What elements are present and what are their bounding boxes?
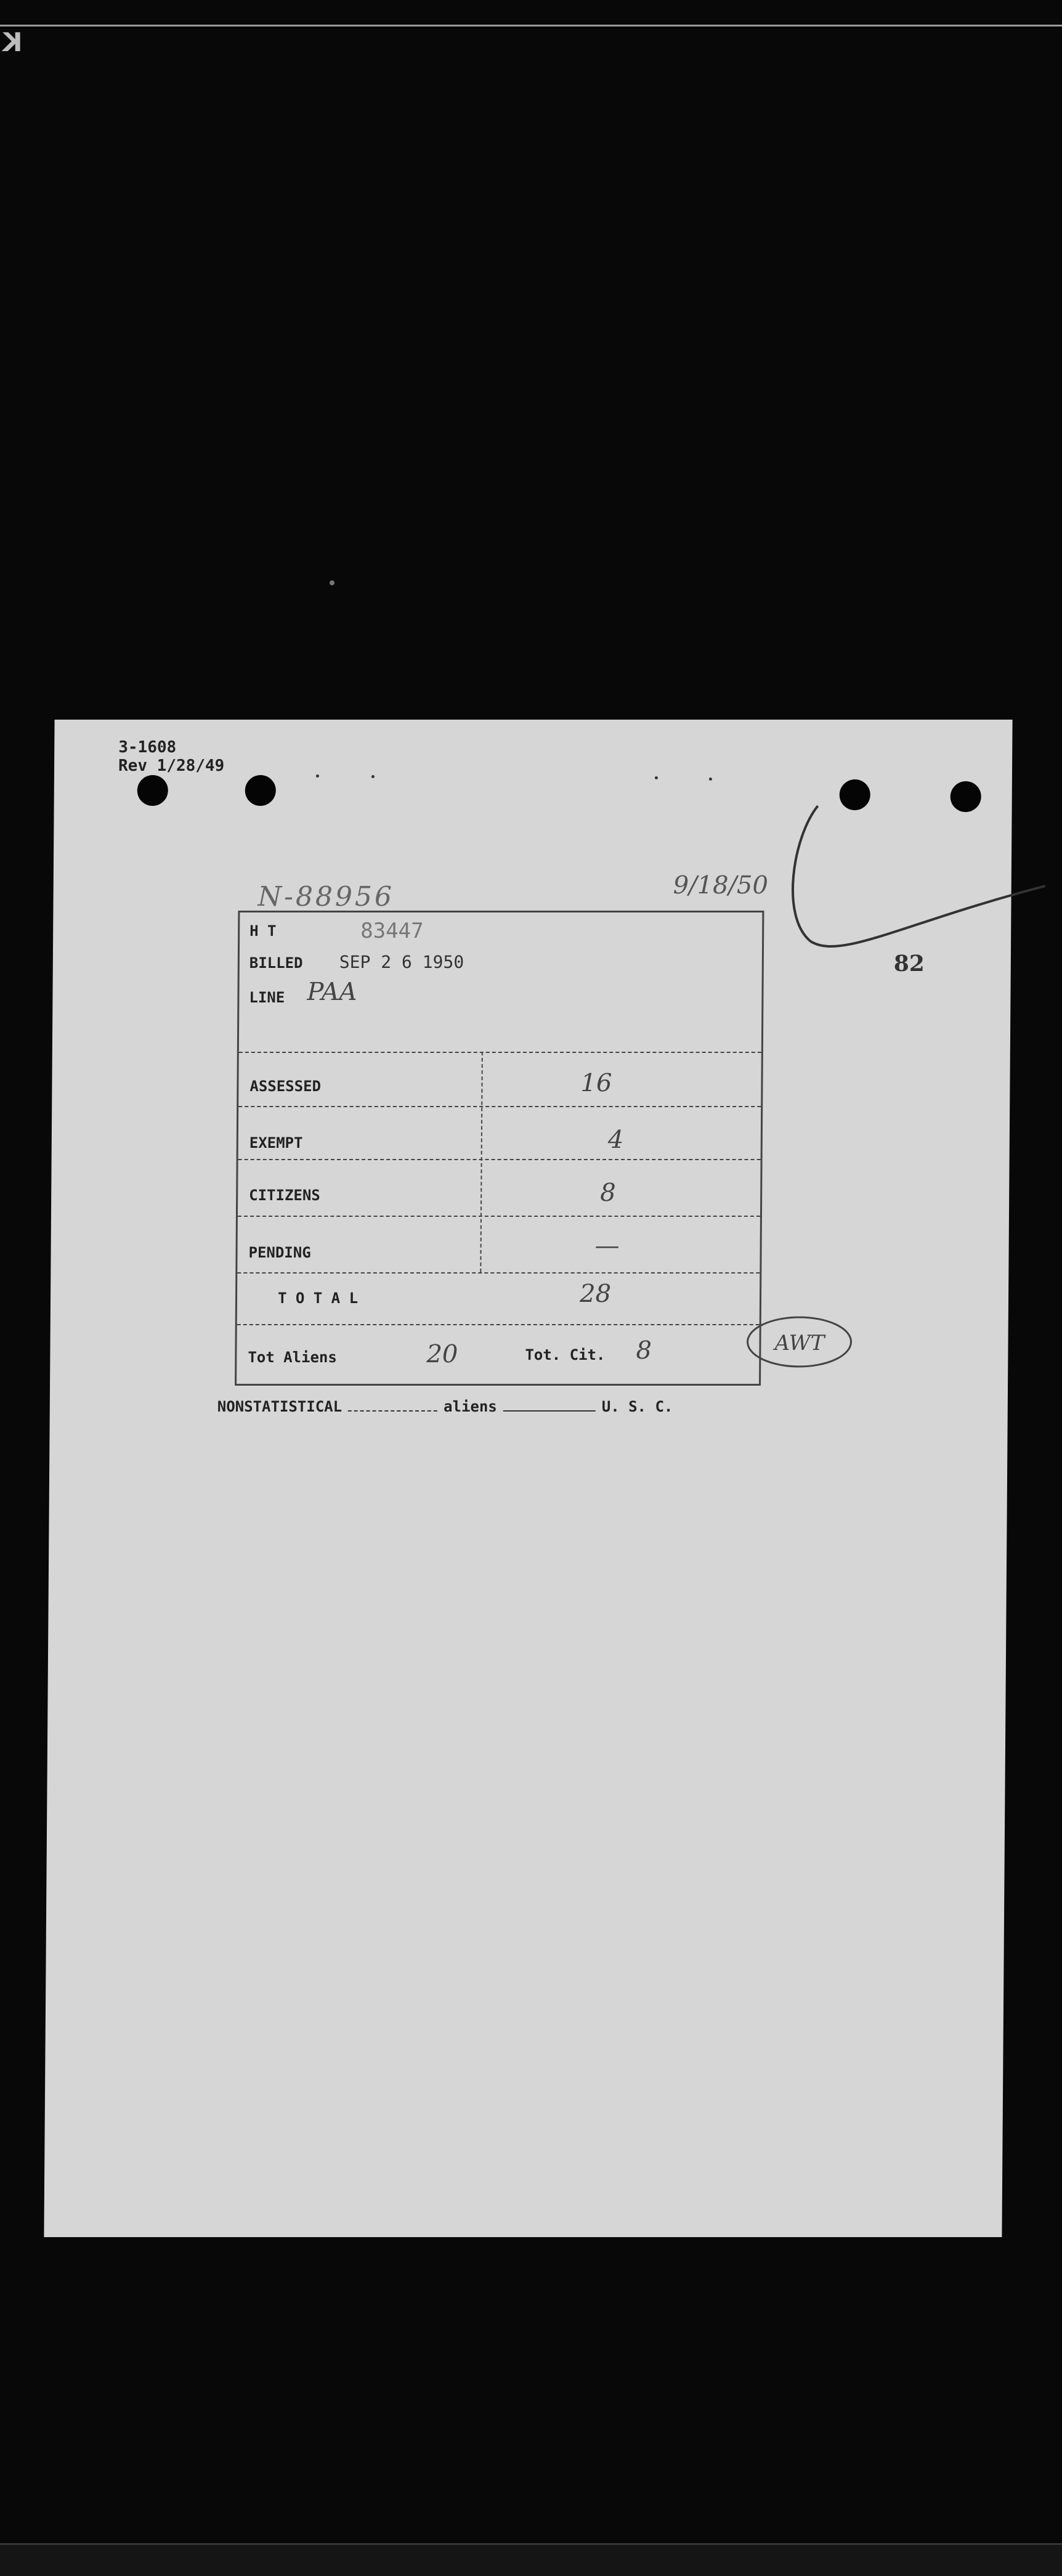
tot-cit-label: Tot. Cit. [525, 1346, 606, 1363]
nonstatistical-blank [348, 1410, 437, 1412]
aliens-label: aliens [444, 1398, 497, 1415]
exempt-label: EXEMPT [249, 1134, 303, 1152]
page-number: 82 [893, 951, 925, 977]
exempt-value: 4 [607, 1126, 624, 1154]
citizens-value: 8 [600, 1179, 616, 1207]
pending-label: PENDING [248, 1244, 311, 1261]
column-divider [480, 1052, 482, 1272]
divider [237, 1272, 760, 1274]
divider [238, 1159, 761, 1160]
tally-box [235, 911, 764, 1386]
film-edge-mark: K [2, 27, 23, 57]
tot-cit-value: 8 [636, 1336, 652, 1365]
film-bottom-band [0, 2545, 1062, 2576]
punch-hole [137, 775, 168, 806]
ht-label: H T [249, 922, 277, 940]
tot-aliens-value: 20 [426, 1340, 458, 1368]
nonstatistical-label: NONSTATISTICAL [217, 1398, 343, 1415]
initials-text: AWT [774, 1331, 825, 1355]
line-label: LINE [249, 989, 285, 1006]
assessed-value: 16 [580, 1069, 612, 1097]
form-revision: Rev 1/28/49 [118, 757, 225, 775]
billed-date-stamp: SEP 2 6 1950 [339, 952, 464, 972]
divider [238, 1216, 760, 1217]
pending-value: — [594, 1232, 620, 1260]
film-speck [330, 580, 334, 585]
nonstatistical-line [217, 1398, 673, 1415]
paper-dot [655, 776, 658, 779]
tot-aliens-label: Tot Aliens [248, 1349, 337, 1366]
paper-dot [316, 774, 319, 778]
form-number: 3-1608 [118, 738, 177, 757]
pen-stroke-curve [780, 800, 1058, 960]
billed-label: BILLED [249, 954, 303, 972]
ht-number-stamp: 83447 [360, 919, 424, 943]
assessed-label: ASSESSED [249, 1078, 322, 1095]
usc-label: U. S. C. [601, 1398, 673, 1415]
divider [237, 1324, 760, 1325]
punch-hole [245, 775, 276, 806]
total-value: 28 [579, 1280, 612, 1308]
paper-dot [709, 778, 712, 781]
initials-mark [742, 1308, 860, 1376]
citizens-label: CITIZENS [249, 1187, 320, 1204]
divider [238, 1106, 761, 1107]
divider [239, 1052, 761, 1053]
paper-dot [371, 775, 375, 778]
case-number: N-88956 [257, 881, 395, 912]
form-sheet [44, 720, 1012, 2237]
aliens-blank [503, 1410, 596, 1412]
total-label: T O T A L [277, 1290, 359, 1307]
film-edge-line [0, 25, 1062, 26]
line-value: PAA [307, 978, 357, 1006]
handwritten-date: 9/18/50 [673, 871, 769, 900]
